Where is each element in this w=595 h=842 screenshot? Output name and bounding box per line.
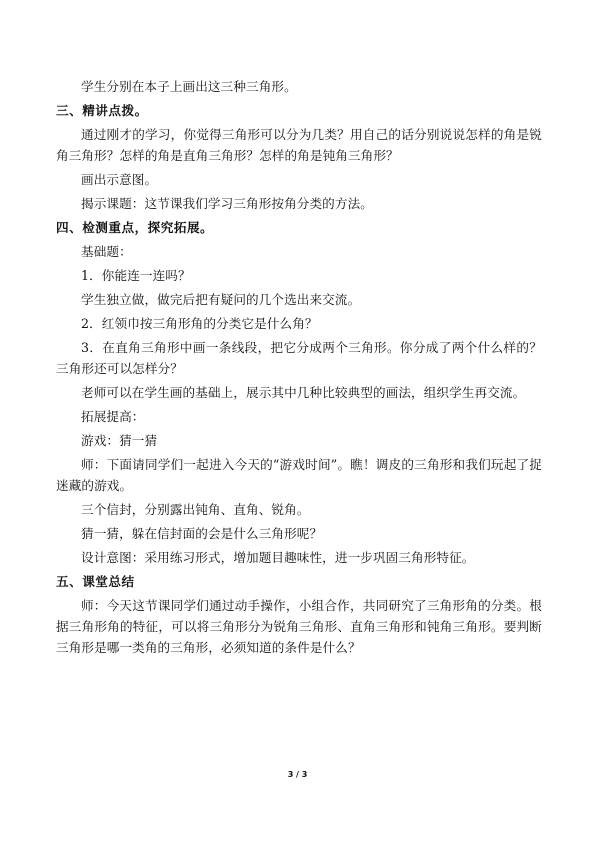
heading-explain: 三、精讲点拨。	[56, 103, 148, 118]
para-game-intro: 师：下面请同学们一起进入今天的“游戏时间”。瞧！调皮的三角形和我们玩起了捉迷藏的游戏。	[56, 457, 542, 493]
para-classify-question: 通过刚才的学习，你觉得三角形可以分为几类？用自己的话分别说说怎样的角是锐角三角形？怎样的角是直角三角形？怎样的角是钝角三角形？	[56, 127, 542, 163]
para-reveal-topic: 揭示课题：这节课我们学习三角形按角分类的方法。	[81, 196, 373, 211]
para-envelopes: 三个信封，分别露出钝角、直角、锐角。	[81, 502, 310, 517]
para-guess: 猜一猜，躲在信封面的会是什么三角形呢？	[81, 526, 323, 541]
para-basic-label: 基础题：	[81, 244, 132, 259]
para-q1: 1．你能连一连吗？	[81, 268, 191, 283]
para-q3: 3．在直角三角形中画一条线段，把它分成两个三角形。你分成了两个什么样的？三角形还可以怎样分？	[56, 340, 542, 376]
para-design-intent: 设计意图：采用练习形式，增加题目趣味性，进一步巩固三角形特征。	[81, 550, 475, 565]
page-number: 3 / 3	[287, 770, 308, 779]
para-teacher-show: 老师可以在学生画的基础上，展示其中几种比较典型的画法，组织学生再交流。	[81, 385, 526, 400]
heading-check: 四、检测重点，探究拓展。	[56, 220, 214, 235]
para-draw-triangles: 学生分别在本子上画出这三种三角形。	[81, 79, 297, 94]
para-q2: 2．红领巾按三角形角的分类它是什么角？	[81, 316, 318, 331]
para-summary: 师：今天这节课同学们通过动手操作，小组合作，共同研究了三角形角的分类。根据三角形角的特征，可以将三角形分为锐角三角形、直角三角形和钝角三角形。要判断三角形是哪一类角的三角形，必须知道的条件是什么？	[56, 598, 542, 655]
para-game-title: 游戏：猜一猜	[81, 433, 158, 448]
para-show-diagram: 画出示意图。	[81, 172, 158, 187]
heading-summary: 五、课堂总结	[56, 574, 135, 589]
document-body	[56, 76, 542, 661]
para-q1-note: 学生独立做，做完后把有疑问的几个选出来交流。	[81, 292, 361, 307]
para-extension-label: 拓展提高：	[81, 409, 145, 424]
